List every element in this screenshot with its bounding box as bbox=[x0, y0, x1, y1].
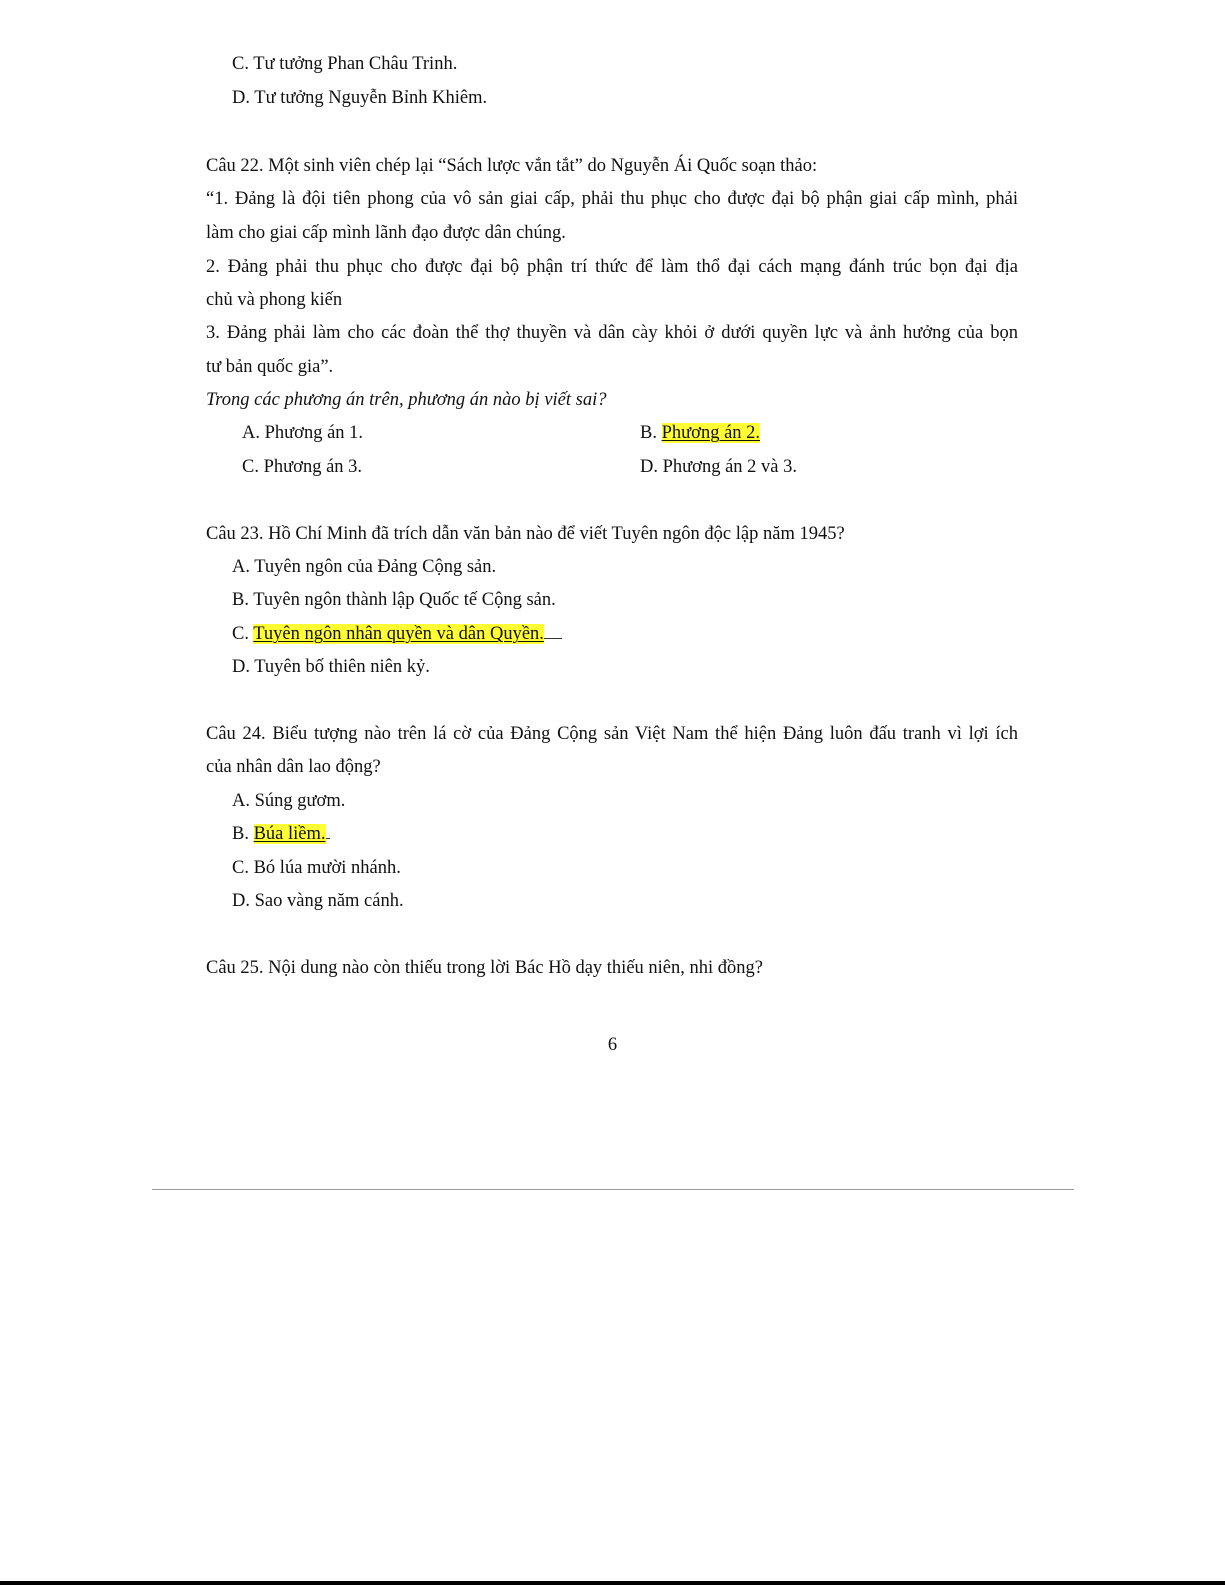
q22-option-b bbox=[640, 422, 760, 444]
q24-stem-line-1: Câu 24. Biểu tượng nào trên lá cờ của Đảng Cộng sản Việt Nam thể hiện Đảng luôn đấu tranh vì lợi ích bbox=[206, 724, 1018, 744]
q22-quote-line-6: tư bản quốc gia”. bbox=[206, 357, 334, 377]
q22-quote-line-5: 3. Đảng phải làm cho các đoàn thể thợ thuyền và dân cày khỏi ở dưới quyền lực và ảnh hưởng của bọn bbox=[206, 323, 1018, 343]
q22-quote-line-1: “1. Đảng là đội tiên phong của vô sản giai cấp, phải thu phục cho được đại bộ phận giai cấp mình, phải bbox=[206, 189, 1018, 209]
q24-stem-line-2: của nhân dân lao động? bbox=[206, 757, 381, 777]
q22-option-d: D. Phương án 2 và 3. bbox=[640, 457, 798, 477]
q22-option-c: C. Phương án 3. bbox=[242, 457, 363, 477]
prev-option-c: C. Tư tưởng Phan Châu Trinh. bbox=[232, 54, 458, 74]
q24-option-b bbox=[232, 823, 330, 845]
q23-option-d: D. Tuyên bố thiên niên kỷ. bbox=[232, 657, 430, 677]
q24-option-d: D. Sao vàng năm cánh. bbox=[232, 891, 404, 911]
q22-quote-line-4: chủ và phong kiến bbox=[206, 290, 343, 310]
underline-tail bbox=[544, 624, 562, 639]
q23-option-c-answer-highlight: Tuyên ngôn nhân quyền và dân Quyền. bbox=[253, 624, 544, 644]
q22-quote-line-3: 2. Đảng phải thu phục cho được đại bộ phận trí thức để làm thổ đại cách mạng đánh trúc bọn đại địa bbox=[206, 257, 1018, 277]
q22-option-b-prefix: B. bbox=[640, 423, 662, 443]
q22-option-a: A. Phương án 1. bbox=[242, 423, 364, 443]
q24-option-a: A. Súng gươm. bbox=[232, 791, 346, 811]
q23-option-a: A. Tuyên ngôn của Đảng Cộng sản. bbox=[232, 557, 497, 577]
q22-stem: Câu 22. Một sinh viên chép lại “Sách lược vắn tắt” do Nguyễn Ái Quốc soạn thảo: bbox=[206, 156, 818, 176]
q23-stem: Câu 23. Hồ Chí Minh đã trích dẫn văn bản nào để viết Tuyên ngôn độc lập năm 1945? bbox=[206, 524, 845, 544]
q23-option-b: B. Tuyên ngôn thành lập Quốc tế Cộng sản. bbox=[232, 590, 556, 610]
page-divider bbox=[152, 1189, 1074, 1190]
prev-option-d: D. Tư tưởng Nguyễn Bỉnh Khiêm. bbox=[232, 88, 488, 108]
q24-option-b-answer-highlight: Búa liềm. bbox=[253, 824, 326, 844]
q22-prompt: Trong các phương án trên, phương án nào bị viết sai? bbox=[206, 390, 607, 410]
underline-tail bbox=[326, 824, 330, 839]
q25-stem: Câu 25. Nội dung nào còn thiếu trong lời Bác Hồ dạy thiếu niên, nhi đồng? bbox=[206, 958, 763, 978]
page-number: 6 bbox=[607, 1035, 618, 1055]
q22-option-b-answer-highlight: Phương án 2. bbox=[661, 423, 761, 443]
q23-option-c bbox=[232, 623, 562, 645]
q22-quote-line-2: làm cho giai cấp mình lãnh đạo được dân chúng. bbox=[206, 223, 566, 243]
viewer-bottom-edge bbox=[0, 1581, 1225, 1585]
q23-option-c-prefix: C. bbox=[232, 624, 254, 644]
q24-option-b-prefix: B. bbox=[232, 824, 254, 844]
q24-option-c: C. Bó lúa mười nhánh. bbox=[232, 858, 401, 878]
